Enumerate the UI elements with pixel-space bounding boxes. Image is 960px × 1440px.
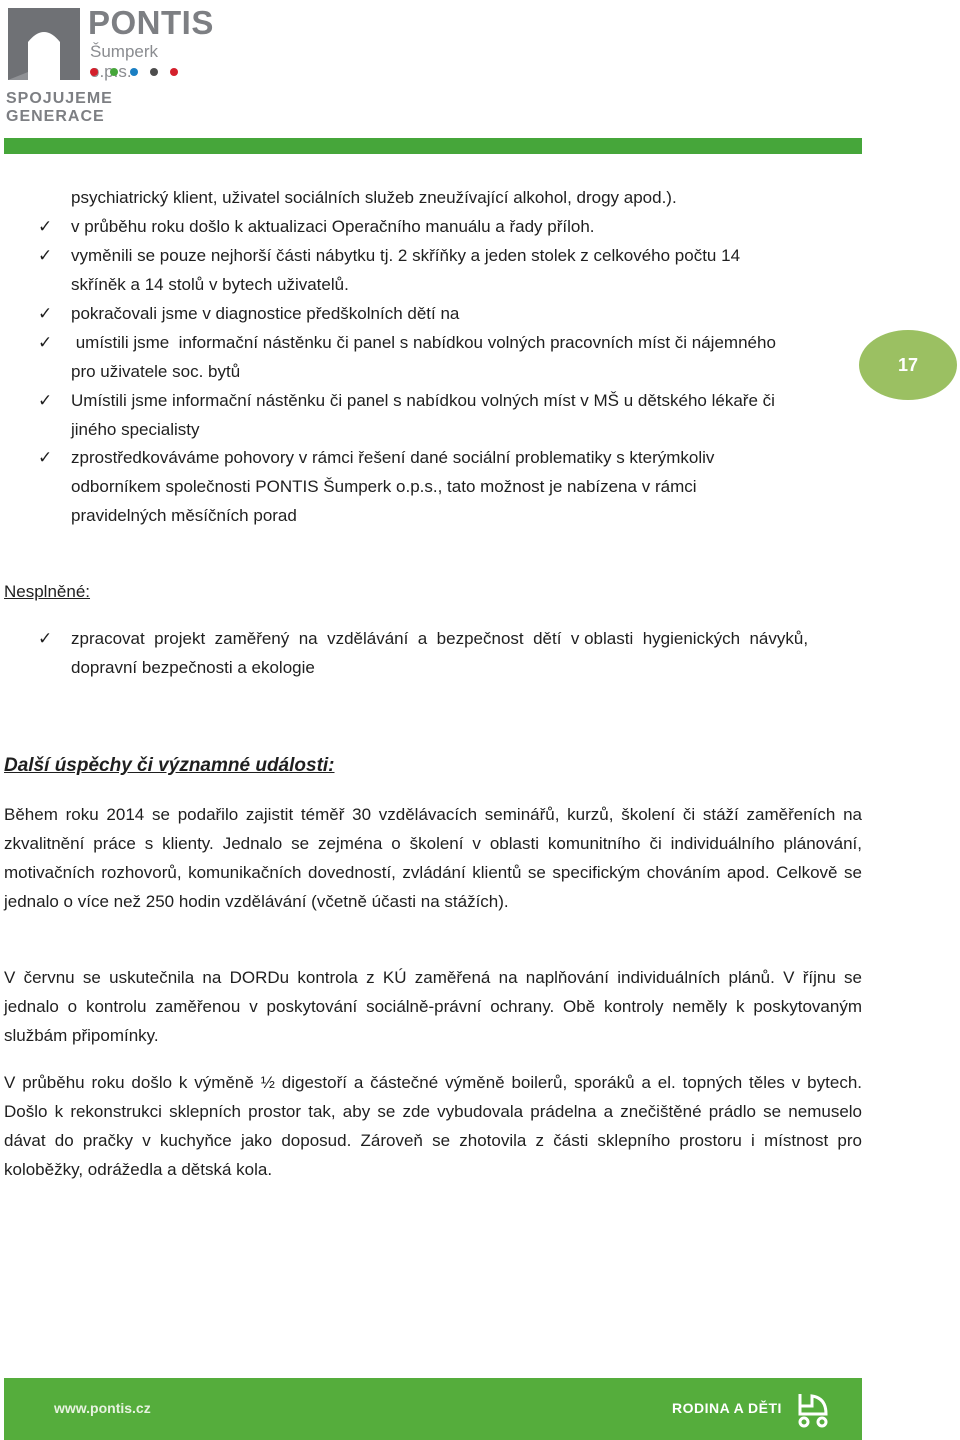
unfulfilled-item-text: zpracovat projekt zaměřený na vzdělávání a bezpečnost dětí v oblasti hygienických návyků, xyxy=(71,629,809,648)
unfulfilled-heading: Nesplněné: xyxy=(4,582,91,601)
unfulfilled-item-text: dopravní bezpečnosti a ekologie xyxy=(71,658,315,677)
list-item-text: umístili jsme informační nástěnku či panel s nabídkou volných pracovních míst či nájemného xyxy=(71,333,776,352)
checkmark-icon: ✓ xyxy=(38,217,53,236)
checkmark-icon: ✓ xyxy=(38,304,53,323)
logo-dot xyxy=(130,68,138,76)
inspection-paragraph: V červnu se uskutečnila na DORDu kontrola z KÚ zaměřená na naplňování individuálních plánů. V říjnu se jednalo o kontrolu zaměřenou v poskytování sociálně-právní ochrany. Obě kontroly neměly k poskytovaným službám připomínky. xyxy=(4,968,862,1045)
logo-tagline: SPOJUJEME GENERACE xyxy=(6,90,113,125)
checkmark-icon: ✓ xyxy=(38,391,53,410)
list-item-text: pro uživatele soc. bytů xyxy=(71,362,241,381)
list-item-text: pravidelných měsíčních porad xyxy=(71,506,297,525)
achievements-paragraph: Během roku 2014 se podařilo zajistit téměř 30 vzdělávacích seminářů, kurzů, školení či stáží zaměřeních na zkvalitnění práce s klienty. Jednalo se zejména o školení v oblasti komunitního či individuálního plánování, motivačních rozhovorů, komunikačních dovedností, zvládání klientů se specifickým chováním apod. Celkově se jednalo o více než 250 hodin vzdělávání (včetně účasti na stážích). xyxy=(4,805,862,911)
page-number-badge: 17 xyxy=(859,330,957,400)
arch-logo-icon xyxy=(4,2,84,84)
logo-name: PONTIS xyxy=(88,4,214,41)
list-item-text: psychiatrický klient, uživatel sociálních služeb zneužívající alkohol, drogy apod.). xyxy=(71,188,677,207)
footer-bar xyxy=(4,1378,862,1440)
achievements-heading: Další úspěchy či významné události: xyxy=(4,755,335,776)
list-item-text: Umístili jsme informační nástěnku či panel s nabídkou volných míst v MŠ u dětského lékaře či xyxy=(71,391,775,410)
renovation-paragraph: V průběhu roku došlo k výměně ½ digestoří a částečné výměně boilerů, sporáků a el. topných těles v bytech. Došlo k rekonstrukci sklepních prostor tak, aby se zde vybudovala prádelna a znečištěné prádlo se nemuselo dávat do pračky v kuchyňce jako doposud. Zároveň se zhotovila z části sklepního prostoru i místnost pro koloběžky, odrážedla a dětská kola. xyxy=(4,1073,862,1179)
list-item-text: jiného specialisty xyxy=(71,420,200,439)
checkmark-icon: ✓ xyxy=(38,448,53,467)
logo-dot xyxy=(90,68,98,76)
checkmark-icon: ✓ xyxy=(38,246,53,265)
checkmark-icon: ✓ xyxy=(38,629,53,648)
list-item-text: pokračovali jsme v diagnostice předškolních dětí na xyxy=(71,304,460,323)
logo-subtitle: Šumperk xyxy=(90,42,159,61)
logo-dot xyxy=(150,68,158,76)
list-item-text: zprostředkováváme pohovory v rámci řešení dané sociální problematiky s kterýmkoliv xyxy=(71,448,715,467)
list-item-text: vyměnili se pouze nejhorší části nábytku tj. 2 skříňky a jeden stolek z celkového počtu 14 xyxy=(71,246,741,265)
logo-dot xyxy=(170,68,178,76)
logo-dot xyxy=(110,68,118,76)
header-divider-bar xyxy=(4,138,862,154)
list-item-text: skříněk a 14 stolů v bytech uživatelů. xyxy=(71,275,349,294)
footer-slogan: RODINA A DĚTI xyxy=(672,1400,782,1416)
stroller-icon xyxy=(792,1390,836,1430)
footer-url: www.pontis.cz xyxy=(54,1400,151,1416)
list-item-text: v průběhu roku došlo k aktualizaci Operačního manuálu a řady příloh. xyxy=(71,217,595,236)
checkmark-icon: ✓ xyxy=(38,333,53,352)
logo-dots xyxy=(90,68,178,76)
list-item-text: odborníkem společnosti PONTIS Šumperk o.p.s., tato možnost je nabízena v rámci xyxy=(71,477,697,496)
pontis-logo xyxy=(4,2,214,125)
